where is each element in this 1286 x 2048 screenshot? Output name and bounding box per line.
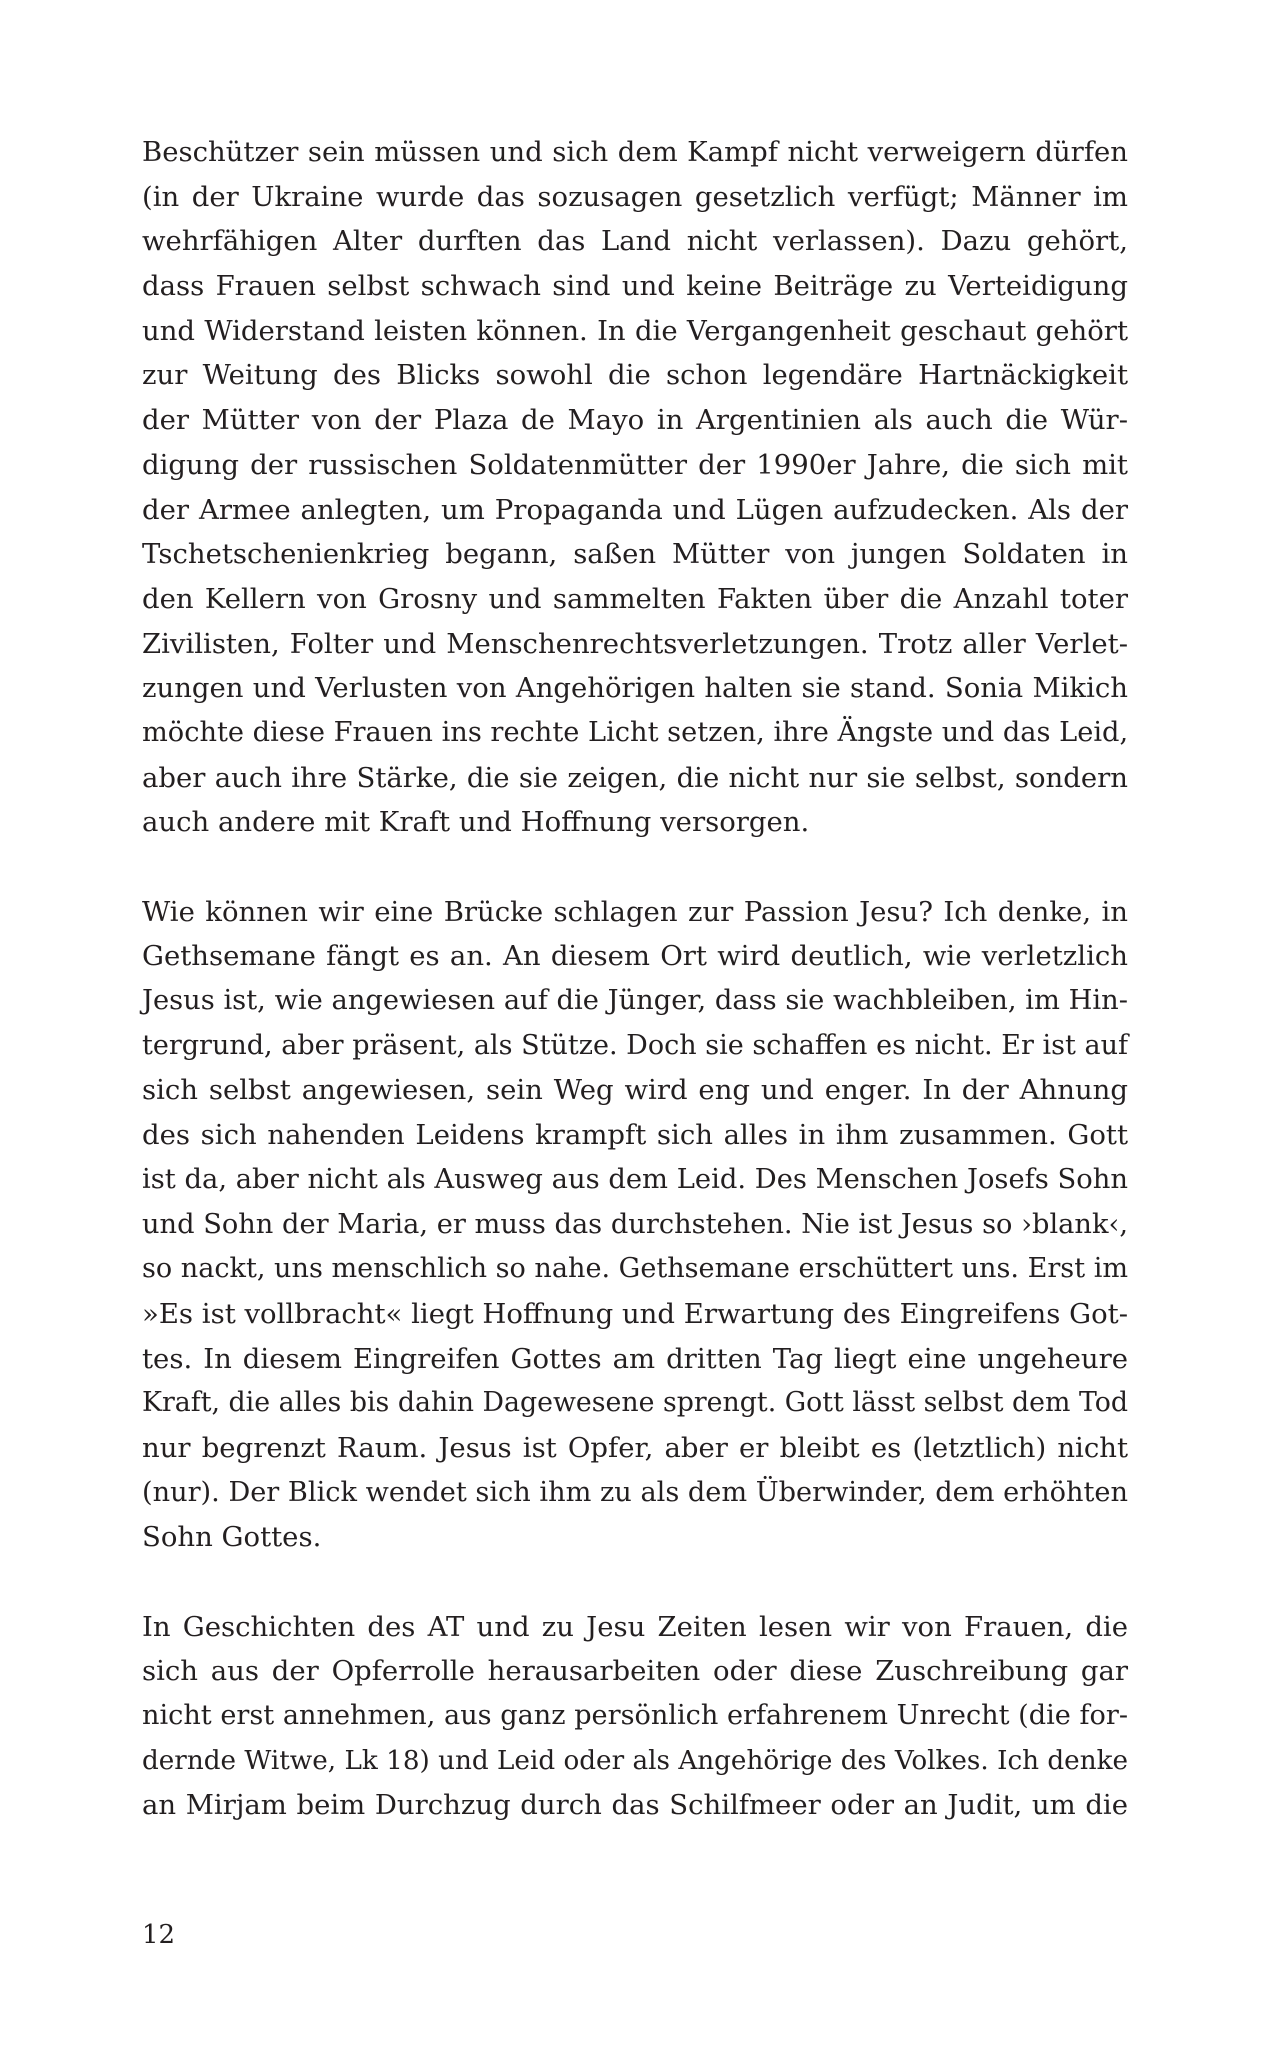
- body-text: [142, 130, 1128, 1828]
- text-line: nur begrenzt Raum. Jesus ist Opfer, aber er bleibt es (letztlich) nicht: [142, 1431, 1128, 1464]
- text-line: Kraft, die alles bis dahin Dagewesene sprengt. Gott lässt selbst dem Tod: [142, 1387, 1128, 1419]
- text-line: Gethsemane fängt es an. An diesem Ort wird deutlich, wie verletzlich: [142, 940, 1128, 973]
- text-line: des sich nahenden Leidens krampft sich alles in ihm zusammen. Gott: [142, 1119, 1128, 1152]
- text-line: nicht erst annehmen, aus ganz persönlich erfahrenem Unrecht (die for-: [142, 1700, 1128, 1732]
- text-line: Wie können wir eine Brücke schlagen zur Passion Jesu? Ich denke, in: [142, 895, 1128, 928]
- text-line: so nackt, uns menschlich so nahe. Gethsemane erschüttert uns. Erst im: [142, 1253, 1129, 1285]
- text-line: sich aus der Opferrolle herausarbeiten oder diese Zuschreibung gar: [142, 1655, 1128, 1688]
- text-line: Tschetschenienkrieg begann, saßen Mütter von jungen Soldaten in: [142, 538, 1128, 571]
- text-line: der Armee anlegten, um Propaganda und Lügen aufzudecken. Als der: [142, 493, 1128, 526]
- text-line: »Es ist vollbracht« liegt Hoffnung und Erwartung des Eingreifens Got-: [142, 1297, 1128, 1330]
- text-line: Jesus ist, wie angewiesen auf die Jünger, dass sie wachbleiben, im Hin-: [142, 985, 1128, 1017]
- text-line: In Geschichten des AT und zu Jesu Zeiten lesen wir von Frauen, die: [142, 1610, 1128, 1643]
- paragraph: [142, 1605, 1128, 1828]
- text-line: und Widerstand leisten können. In die Vergangenheit geschaut gehört: [142, 314, 1128, 347]
- text-line: und Sohn der Maria, er muss das durchstehen. Nie ist Jesus so ›blank‹,: [142, 1208, 1128, 1240]
- text-line: zur Weitung des Blicks sowohl die schon legendäre Hartnäckigkeit: [142, 359, 1128, 392]
- text-line: Zivilisten, Folter und Menschenrechtsverletzungen. Trotz aller Verlet-: [142, 627, 1128, 660]
- page-number: 12: [142, 1920, 176, 1950]
- text-line: (nur). Der Blick wendet sich ihm zu als dem Überwinder, dem erhöhten: [142, 1476, 1128, 1508]
- text-line: möchte diese Frauen ins rechte Licht setzen, ihre Ängste und das Leid,: [142, 716, 1129, 748]
- text-line: digung der russischen Soldatenmütter der 1990er Jahre, die sich mit: [142, 448, 1128, 481]
- paragraph: [142, 890, 1128, 1560]
- text-line: Beschützer sein müssen und sich dem Kampf nicht verweigern dürfen: [142, 136, 1128, 168]
- text-line: tergrund, aber präsent, als Stütze. Doch sie schaffen es nicht. Er ist auf: [142, 1029, 1128, 1061]
- text-line: den Kellern von Grosny und sammelten Fakten über die Anzahl toter: [142, 582, 1128, 615]
- text-line: an Mirjam beim Durchzug durch das Schilfmeer oder an Judit, um die: [142, 1789, 1128, 1822]
- text-line: dernde Witwe, Lk 18) und Leid oder als Angehörige des Volkes. Ich denke: [142, 1745, 1128, 1776]
- text-line: zungen und Verlusten von Angehörigen halten sie stand. Sonia Mikich: [142, 672, 1128, 705]
- text-line: auch andere mit Kraft und Hoffnung versorgen.: [142, 806, 810, 839]
- text-line: der Mütter von der Plaza de Mayo in Argentinien als auch die Wür-: [142, 404, 1128, 437]
- text-line: aber auch ihre Stärke, die sie zeigen, die nicht nur sie selbst, sondern: [142, 761, 1128, 794]
- text-line: sich selbst angewiesen, sein Weg wird eng und enger. In der Ahnung: [142, 1074, 1128, 1107]
- text-line: (in der Ukraine wurde das sozusagen gesetzlich verfügt; Männer im: [142, 180, 1128, 213]
- paragraph: [142, 130, 1128, 845]
- text-line: tes. In diesem Eingreifen Gottes am dritten Tag liegt eine ungeheure: [142, 1342, 1128, 1375]
- text-line: ist da, aber nicht als Ausweg aus dem Leid. Des Menschen Josefs Sohn: [142, 1163, 1128, 1195]
- text-line: wehrfähigen Alter durften das Land nicht verlassen). Dazu gehört,: [142, 225, 1128, 258]
- text-line: dass Frauen selbst schwach sind und keine Beiträge zu Verteidigung: [142, 270, 1128, 303]
- text-line: Sohn Gottes.: [142, 1521, 322, 1554]
